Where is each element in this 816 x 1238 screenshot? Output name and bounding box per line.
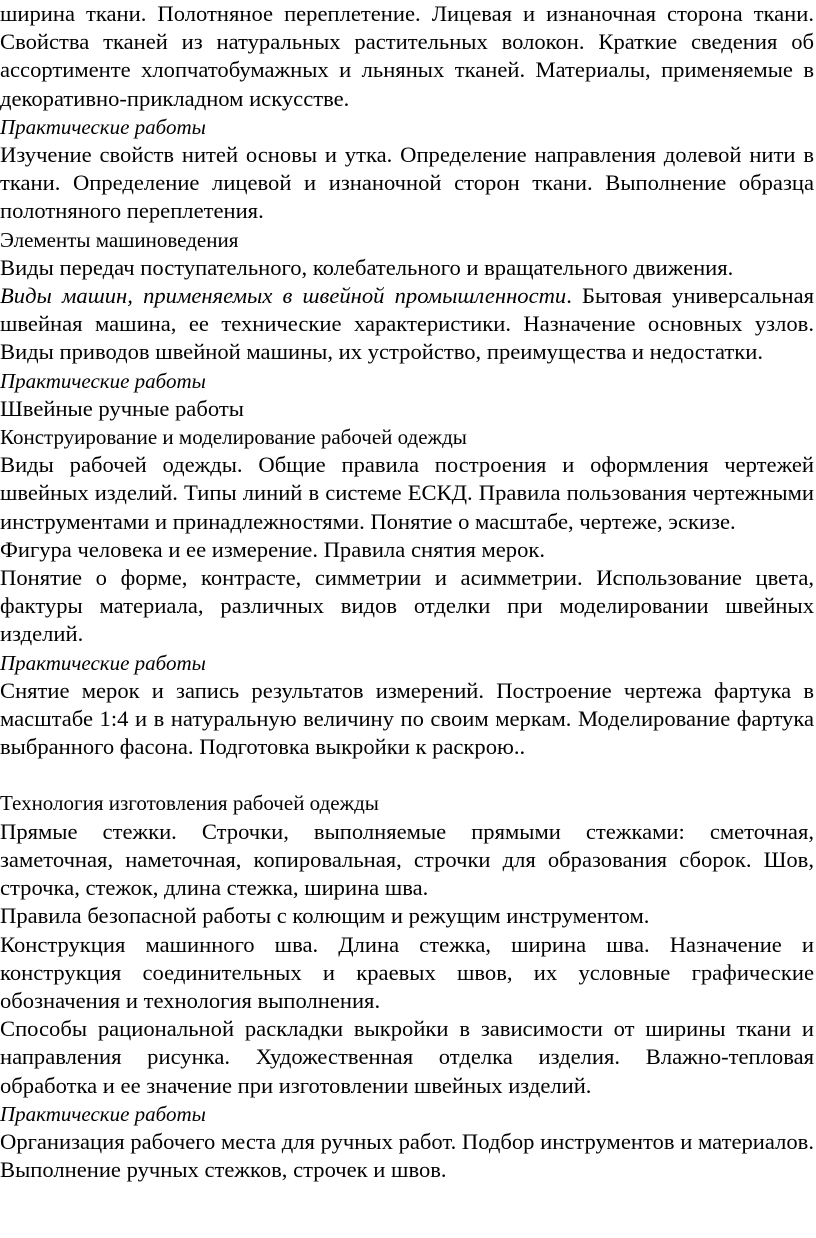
paragraph: Правила безопасной работы с колющим и режущим инструментом. xyxy=(0,903,650,929)
section-heading: Элементы машиноведения xyxy=(0,227,239,252)
paragraph: Конструкция машинного шва. Длина стежка, ширина шва. Назначение и конструкция соединительных и краевых швов, их условные графические обозначения и технология выполнения. xyxy=(0,931,814,1013)
section-label-practical-work: Практические работы xyxy=(0,368,206,393)
italic-phrase: Виды машин, применяемых в швейной промышленности xyxy=(0,283,567,309)
section-label-practical-work: Практические работы xyxy=(0,114,206,139)
paragraph: Изучение свойств нитей основы и утка. Определение направления долевой нити в ткани. Определение лицевой и изнаночной сторон ткани. Выполнение образца полотняного переплетения. xyxy=(0,142,814,224)
paragraph: Способы рациональной раскладки выкройки в зависимости от ширины ткани и направления рисунка. Художественная отделка изделия. Влажно-тепловая обработка и ее значение при изготовлении швейных изделий. xyxy=(0,1016,814,1098)
paragraph: Фигура человека и ее измерение. Правила снятия мерок. xyxy=(0,536,546,562)
paragraph: ширина ткани. Полотняное переплетение. Лицевая и изнаночная сторона ткани. Свойства тканей из натуральных растительных волокон. Краткие сведения об ассортименте хлопчатобумажных и льняных тканей. Материалы, применяемые в декоративно-прикладном искусстве. xyxy=(0,1,814,111)
section-label-practical-work: Практические работы xyxy=(0,1101,206,1126)
blank-line xyxy=(0,761,814,789)
paragraph: Понятие о форме, контрасте, симметрии и асимметрии. Использование цвета, фактуры материала, различных видов отделки при моделировании швейных изделий. xyxy=(0,565,814,647)
section-heading: Технология изготовления рабочей одежды xyxy=(0,791,379,816)
paragraph: Виды передач поступательного, колебательного и вращательного движения. xyxy=(0,254,734,280)
paragraph: Прямые стежки. Строчки, выполняемые прямыми стежками: сметочная, заметочная, наметочная, копировальная, строчки для образования сборок. Шов, строчка, стежок, длина стежка, ширина шва. xyxy=(0,818,814,901)
paragraph-mixed xyxy=(0,282,814,367)
paragraph: Виды рабочей одежды. Общие правила построения и оформления чертежей швейных изделий. Типы линий в системе ЕСКД. Правила пользования чертежными инструментами и принадлежностями. Понятие о масштабе, чертеже, эскизе. xyxy=(0,452,814,534)
paragraph: Швейные ручные работы xyxy=(0,395,244,421)
paragraph-rest: . Бытовая универсальная швейная машина, ее технические характеристики. Назначение основных узлов. Виды приводов швейной машины, их устройство, преимущества и недостатки. xyxy=(0,283,814,365)
section-heading: Конструирование и моделирование рабочей одежды xyxy=(0,425,467,450)
paragraph: Снятие мерок и запись результатов измерений. Построение чертежа фартука в масштабе 1:4 и в натуральную величину по своим меркам. Моделирование фартука выбранного фасона. Подготовка выкройки к раскрою.. xyxy=(0,677,814,760)
paragraph: Организация рабочего места для ручных работ. Подбор инструментов и материалов. Выполнение ручных стежков, строчек и швов. xyxy=(0,1128,814,1183)
section-label-practical-work: Практические работы xyxy=(0,650,206,675)
